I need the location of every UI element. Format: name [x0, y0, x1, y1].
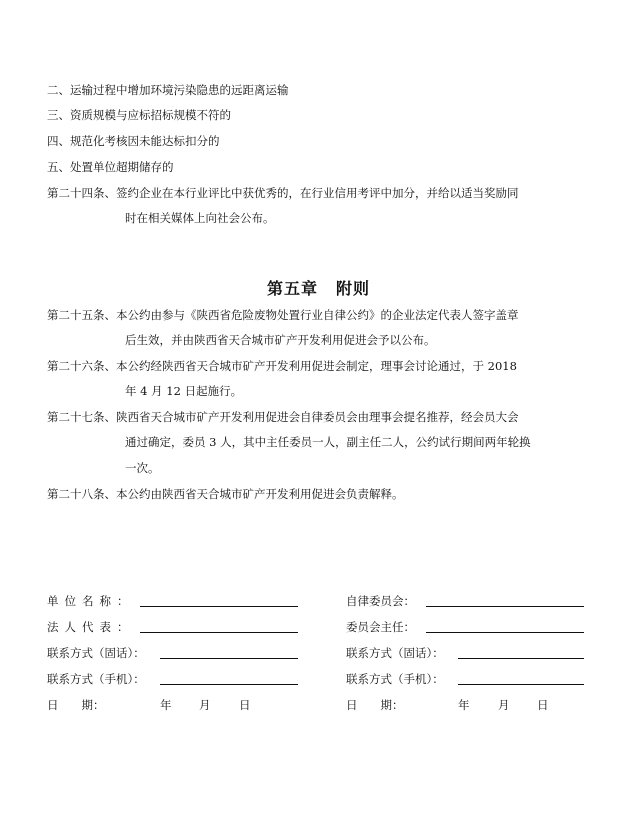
article-27: 第二十七条、陕西省天合城市矿产开发利用促进会自律委员会由理事会提名推荐，经会员大会 [47, 410, 519, 424]
chapter-heading [0, 276, 637, 299]
legal-rep-label: 法人代表： [47, 620, 135, 634]
right-mobile-label: 联系方式（手机）： [346, 672, 444, 686]
right-date-day: 日 [537, 698, 549, 712]
right-date-month: 月 [498, 698, 510, 712]
item-2: 二、运输过程中增加环境污染隐患的远距离运输 [47, 83, 289, 97]
left-mobile-line[interactable] [160, 684, 298, 685]
director-line[interactable] [426, 632, 584, 633]
left-tel-label: 联系方式（固话）： [47, 646, 145, 660]
article-26: 第二十六条、本公约经陕西省天合城市矿产开发利用促进会制定，理事会讨论通过，于 2018 [47, 359, 517, 373]
left-mobile-label: 联系方式（手机）： [47, 672, 145, 686]
right-date-year: 年 [458, 698, 470, 712]
item-5: 五、处置单位超期储存的 [47, 160, 174, 174]
item-3: 三、资质规模与应标招标规模不符的 [47, 108, 231, 122]
article-28: 第二十八条、本公约由陕西省天合城市矿产开发利用促进会负责解释。 [47, 487, 404, 501]
article-25-cont: 后生效，并由陕西省天合城市矿产开发利用促进会予以公布。 [125, 333, 436, 347]
right-mobile-line[interactable] [458, 684, 584, 685]
article-27-cont-2: 一次。 [125, 461, 160, 475]
article-24: 第二十四条、签约企业在本行业评比中获优秀的，在行业信用考评中加分，并给以适当奖励同 [47, 186, 519, 200]
left-date-month: 月 [199, 698, 211, 712]
chapter-name: 附则 [336, 279, 371, 298]
right-date-label: 日 期： [346, 698, 404, 712]
article-24-cont: 时在相关媒体上向社会公布。 [125, 211, 275, 225]
chapter-number: 第五章 [266, 279, 318, 298]
right-tel-label: 联系方式（固话）： [346, 646, 444, 660]
left-date-year: 年 [160, 698, 172, 712]
article-26-cont: 年 4 月 12 日起施行。 [125, 384, 243, 398]
left-tel-line[interactable] [160, 658, 298, 659]
committee-line[interactable] [426, 606, 584, 607]
right-tel-line[interactable] [458, 658, 584, 659]
unit-name-line[interactable] [140, 606, 298, 607]
legal-rep-line[interactable] [140, 632, 298, 633]
left-date-label: 日 期： [47, 698, 105, 712]
committee-label: 自律委员会： [346, 594, 415, 608]
article-27-cont-1: 通过确定，委员 3 人，其中主任委员一人，副主任二人，公约试行期间两年轮换 [125, 435, 531, 449]
article-25: 第二十五条、本公约由参与《陕西省危险废物处置行业自律公约》的企业法定代表人签字盖章 [47, 308, 519, 322]
item-4: 四、规范化考核因未能达标扣分的 [47, 134, 220, 148]
director-label: 委员会主任： [346, 620, 415, 634]
unit-name-label: 单位名称： [47, 594, 135, 608]
left-date-day: 日 [239, 698, 251, 712]
